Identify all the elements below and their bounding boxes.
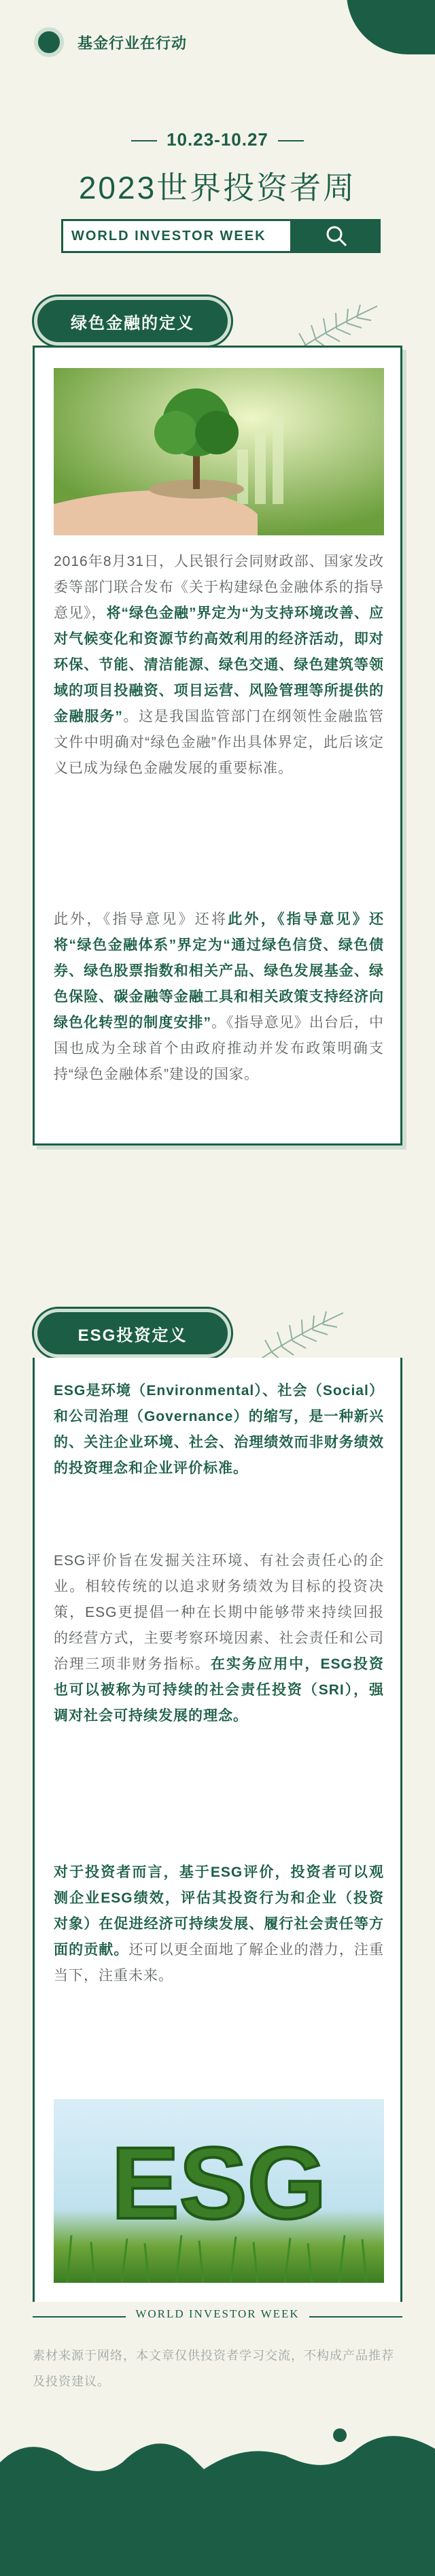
- page-title: 2023世界投资者周: [78, 170, 357, 205]
- esg-paragraph-3: 对于投资者而言，基于ESG评价，投资者可以观测企业ESG绩效，评估其投资行为和企业（投资对象）在促进经济可持续发展、履行社会责任等方面的贡献。还可以更全面地了解企业的潜力，注重当下，注重未来。: [54, 1864, 385, 1984]
- search-icon: [325, 224, 348, 248]
- green-finance-paragraph-1: 2016年8月31日，人民银行会同财政部、国家发改委等部门联合发布《关于构建绿色金融体系的指导意见》，将“绿色金融”界定为“为支持环境改善、应对气候变化和资源节约高效利用的经济活动，即对环保、节能、清洁能源、绿色交通、绿色建筑等领域的项目投融资、项目运营、风险管理等所提供的金融服务”。这是我国监管部门在纲领性金融监管文件中明确对“绿色金融”作出具体界定，此后该定义已成为绿色金融发展的重要标准。: [54, 554, 385, 776]
- search-button[interactable]: [292, 219, 381, 253]
- header-dot-icon: [34, 27, 64, 57]
- esg-image-text: ESG: [111, 2126, 327, 2240]
- bottom-decoration: [0, 2422, 435, 2576]
- event-date: 10.23-10.27: [0, 129, 435, 150]
- header-tag-text: 基金行业在行动: [77, 34, 188, 52]
- hands-tree-photo: [54, 368, 384, 535]
- search-bar: [61, 219, 381, 253]
- search-input[interactable]: WORLD INVESTOR WEEK: [61, 219, 292, 253]
- esg-card: [33, 1358, 402, 2302]
- section-label-esg: ESG投资定义: [34, 1309, 231, 1358]
- header-decor-blob: [347, 0, 435, 54]
- green-finance-paragraph-2: 此外，《指导意见》还将此外，《指导意见》还将“绿色金融体系”界定为“通过绿色信贷、绿色债券、绿色股票指数和相关产品、绿色发展基金、绿色保险、碳金融等金融工具和相关政策支持经济向绿色化转型的制度安排”。《指导意见》出台后，中国也成为全球首个由政府推动并发布政策明确支持“绿色金融体系”建设的国家。: [54, 911, 385, 1082]
- footer-label: WORLD INVESTOR WEEK: [0, 2307, 435, 2321]
- green-finance-card: [33, 346, 402, 1145]
- disclaimer: 素材来源于网络，本文章仅供投资者学习交流，不构成产品推荐及投资建议。: [33, 2349, 394, 2388]
- section-label-green-finance: 绿色金融的定义: [34, 297, 231, 346]
- esg-grass-photo: [54, 2099, 384, 2283]
- esg-paragraph-1: ESG是环境（Environmental）、社会（Social）和公司治理（Governance）的缩写，是一种新兴的、关注企业环境、社会、治理绩效而非财务绩效的投资理念和企业评价标准。: [54, 1383, 384, 1476]
- esg-paragraph-2: ESG评价旨在发掘关注环境、有社会责任心的企业。相较传统的以追求财务绩效为目标的投资决策，ESG更提倡一种在长期中能够带来持续回报的经营方式，主要考察环境因素、社会责任和公司治理三项非财务指标。在实务应用中，ESG投资也可以被称为可持续的社会责任投资（SRI），强调对社会可持续发展的理念。: [54, 1553, 384, 1724]
- header-tag: [34, 27, 187, 57]
